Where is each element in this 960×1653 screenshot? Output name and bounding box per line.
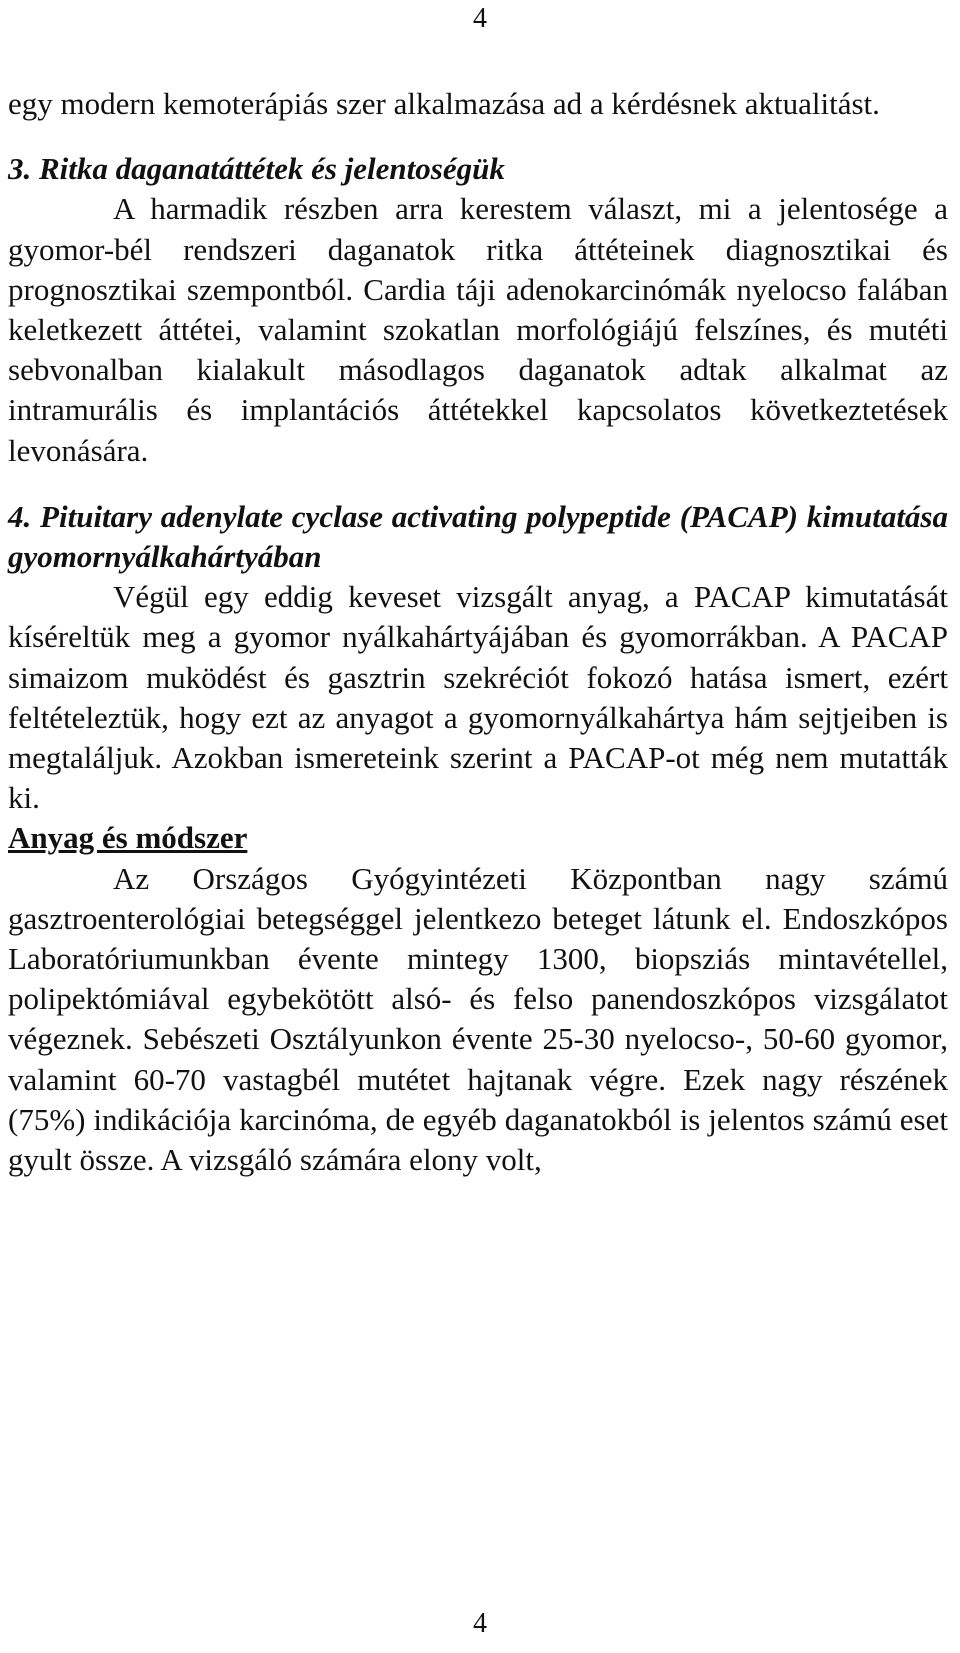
intro-paragraph: egy modern kemoterápiás szer alkalmazása ad a kérdésnek aktualitást. (8, 86, 880, 121)
page-number-bottom: 4 (473, 1608, 487, 1639)
section-4-heading: 4. Pituitary adenylate cyclase activating polypeptide (PACAP) kimutatása gyomornyálkahártyában (8, 498, 948, 575)
methods-paragraph: Az Országos Gyógyintézeti Központban nagy számú gasztroenterológiai betegséggel jelentkezo beteget látunk el. Endoszkópos Laboratóriumunkban évente mintegy 1300, biopsziás mintavétellel, polipektómiával egybekötött alsó- és felso panendoszkópos vizsgálatot végeznek. Sebészeti Osztályunkon évente 25-30 nyelocso-, 50-60 gyomor, valamint 60-70 vastagbél mutétet hajtanak végre. Ezek nagy részének (75%) indikációja karcinóma, de egyéb daganatokból is jelentos számú eset gyult össze. A vizsgáló számára elony volt, (8, 860, 948, 1178)
document-body (8, 84, 948, 1180)
page-number-top: 4 (473, 3, 487, 34)
section-3-paragraph: A harmadik részben arra kerestem választ, mi a jelentosége a gyomor-bél rendszeri daganatok ritka áttéteinek diagnosztikai és prognosztikai szempontból. Cardia táji adenokarcinómák nyelocso falában keletkezett áttétei, valamint szokatlan morfológiájú felszínes, és mutéti sebvonalban kialakult másodlagos daganatok adtak alkalmat az intramurális és implantációs áttétekkel kapcsolatos következtetések levonására. (8, 191, 948, 468)
methods-heading: Anyag és módszer (8, 820, 248, 856)
section-3-heading: 3. Ritka daganatáttétek és jelentoségük (8, 151, 505, 187)
section-4-paragraph: Végül egy eddig keveset vizsgált anyag, a PACAP kimutatását kíséreltük meg a gyomor nyálkahártyájában és gyomorrákban. A PACAP simaizom muködést és gasztrin szekréciót fokozó hatása ismert, ezért feltételeztük, hogy ezt az anyagot a gyomornyálkahártya hám sejtjeiben is megtaláljuk. Azokban ismereteink szerint a PACAP-ot még nem mutatták ki. (8, 579, 948, 816)
